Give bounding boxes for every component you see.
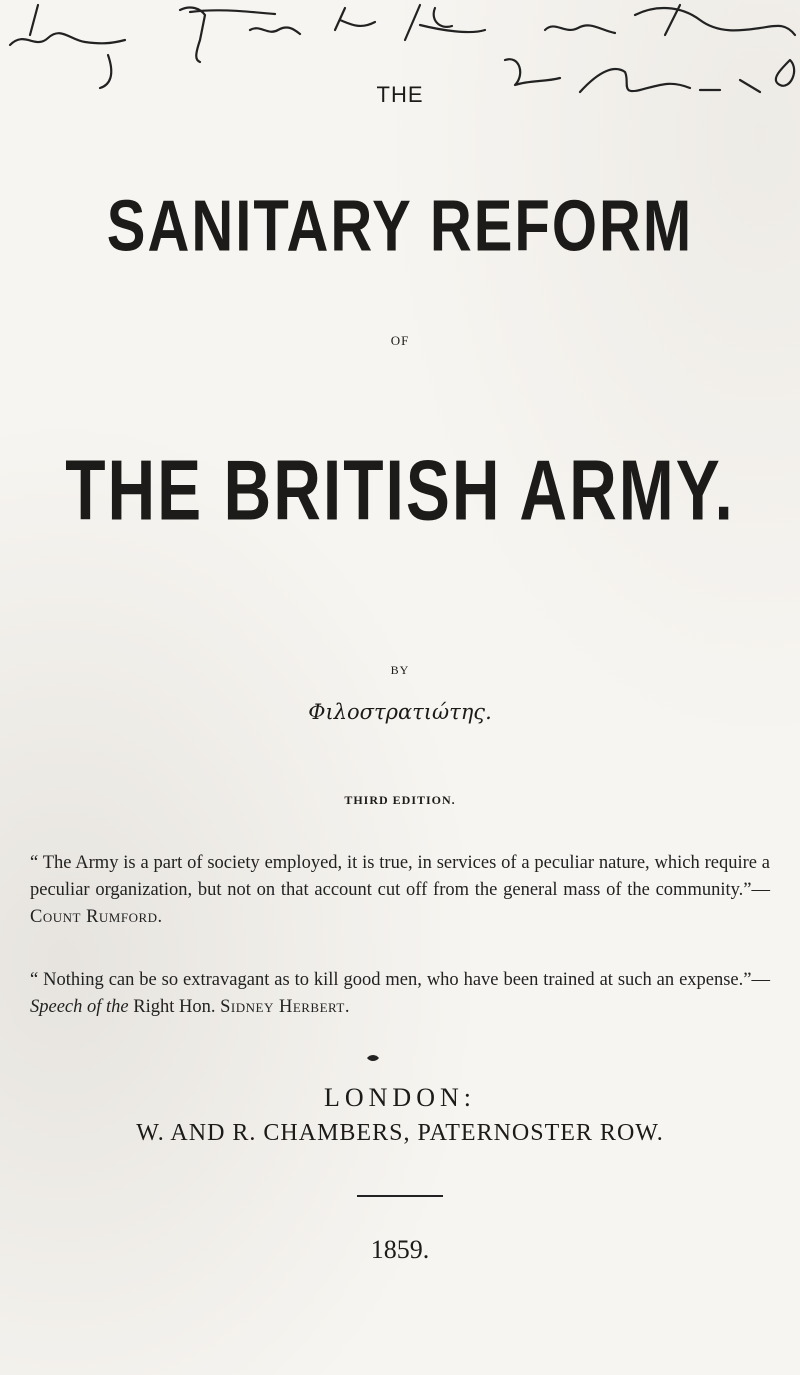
title-line-2: THE BRITISH ARMY. xyxy=(65,441,735,538)
imprint-publisher: W. AND R. CHAMBERS, PATERNOSTER ROW. xyxy=(136,1120,664,1146)
quote-2-attribution-italic: Speech of the xyxy=(30,997,129,1017)
title-connector: OF xyxy=(390,333,410,348)
quote-1-text: “ The Army is a part of society employed, it is true, in services of a peculiar nature, which require a peculiar organization, but not on that account cut off from the general mass of the community.”— xyxy=(30,853,770,900)
imprint-city: LONDON: xyxy=(324,1083,476,1112)
title-prefix: THE xyxy=(376,82,424,107)
quote-2-text: “ Nothing can be so extravagant as to kill good men, who have been trained at such an expense.”— xyxy=(30,970,770,990)
divider-rule xyxy=(357,1195,443,1197)
quote-2-attribution-rest: Right Hon. xyxy=(128,997,221,1017)
title-line-1: SANITARY REFORM xyxy=(106,185,694,267)
imprint-year: 1859. xyxy=(370,1235,430,1264)
ornament-icon xyxy=(367,1054,379,1062)
epigraph-quote-1 xyxy=(30,850,770,931)
byline-by: BY xyxy=(390,663,410,677)
quote-1-attribution: Count Rumford. xyxy=(30,907,163,927)
epigraph-quote-2 xyxy=(30,967,770,1021)
author-name: Φιλοστρατιώτης. xyxy=(308,700,492,724)
quote-2-attribution-name: Sidney Herbert. xyxy=(220,997,350,1017)
edition-label: THIRD EDITION. xyxy=(344,793,456,807)
